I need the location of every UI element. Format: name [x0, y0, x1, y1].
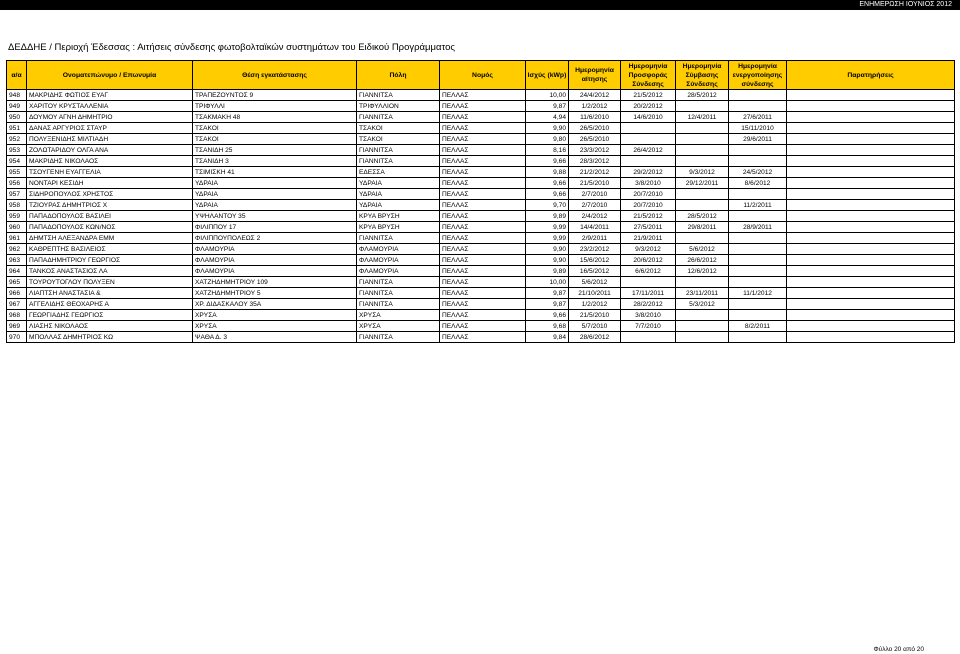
table-cell: 26/5/2010: [569, 134, 621, 145]
table-cell: 21/10/2011: [569, 288, 621, 299]
table-cell: ΠΕΛΛΑΣ: [440, 288, 526, 299]
table-cell: [729, 255, 787, 266]
table-cell: ΖΟΛΩΤΑΡΙΔΟΥ ΟΛΓΑ ΑΝΑ: [27, 145, 193, 156]
table-cell: [787, 167, 955, 178]
table-cell: 954: [7, 156, 27, 167]
table-cell: ΧΑΤΖΗΔΗΜΗΤΡΙΟΥ 5: [193, 288, 357, 299]
table-cell: 23/3/2012: [569, 145, 621, 156]
table-row: [7, 200, 955, 211]
table-cell: 2/9/2011: [569, 233, 621, 244]
table-row: [7, 90, 955, 101]
table-cell: ΠΕΛΛΑΣ: [440, 189, 526, 200]
table-cell: ΠΑΠΑΔΟΠΟΥΛΟΣ ΒΑΣΙΛΕΙ: [27, 211, 193, 222]
table-cell: ΠΕΛΛΑΣ: [440, 310, 526, 321]
table-cell: ΠΕΛΛΑΣ: [440, 178, 526, 189]
table-cell: 11/6/2010: [569, 112, 621, 123]
table-cell: 950: [7, 112, 27, 123]
table-cell: ΠΕΛΛΑΣ: [440, 90, 526, 101]
table-cell: [729, 156, 787, 167]
table-cell: 27/6/2011: [729, 112, 787, 123]
table-cell: 28/2/2012: [621, 299, 676, 310]
table-cell: [621, 123, 676, 134]
table-cell: [621, 134, 676, 145]
table-cell: ΠΕΛΛΑΣ: [440, 266, 526, 277]
table-cell: 967: [7, 299, 27, 310]
table-cell: ΠΕΛΛΑΣ: [440, 123, 526, 134]
table-cell: [729, 299, 787, 310]
table-cell: 958: [7, 200, 27, 211]
table-cell: [787, 299, 955, 310]
table-cell: ΥΔΡΑΙΑ: [357, 189, 440, 200]
table-cell: 9,89: [526, 266, 569, 277]
table-row: [7, 288, 955, 299]
table-cell: ΥΔΡΑΙΑ: [193, 189, 357, 200]
table-cell: 8/2/2011: [729, 321, 787, 332]
table-cell: ΦΙΛΙΠΠΟΥΠΟΛΕΩΣ 2: [193, 233, 357, 244]
table-cell: [787, 112, 955, 123]
table-row: [7, 222, 955, 233]
table-cell: [676, 310, 729, 321]
table-cell: ΤΖΙΟΥΡΑΣ ΔΗΜΗΤΡΙΟΣ Χ: [27, 200, 193, 211]
table-cell: 14/4/2011: [569, 222, 621, 233]
table-cell: 8,16: [526, 145, 569, 156]
table-cell: [787, 134, 955, 145]
table-header-row: [7, 61, 955, 90]
table-cell: [787, 90, 955, 101]
table-cell: 953: [7, 145, 27, 156]
table-cell: ΠΕΛΛΑΣ: [440, 233, 526, 244]
table-cell: 12/4/2011: [676, 112, 729, 123]
table-cell: ΑΓΓΕΛΙΔΗΣ ΘΕΟΧΑΡΗΣ Α: [27, 299, 193, 310]
table-row: [7, 156, 955, 167]
table-cell: 14/6/2010: [621, 112, 676, 123]
table-cell: 29/6/2011: [729, 134, 787, 145]
table-cell: 21/5/2012: [621, 90, 676, 101]
table-cell: ΓΙΑΝΝΙΤΣΑ: [357, 332, 440, 343]
table-cell: ΥΔΡΑΙΑ: [357, 200, 440, 211]
table-cell: 28/6/2012: [569, 332, 621, 343]
table-cell: 2/7/2010: [569, 189, 621, 200]
table-cell: [787, 200, 955, 211]
table-cell: ΤΟΥΡΟΥΤΟΓΛΟΥ ΠΟΛΥΞΕΝ: [27, 277, 193, 288]
table-cell: ΓΙΑΝΝΙΤΣΑ: [357, 288, 440, 299]
table-cell: 9,80: [526, 134, 569, 145]
table-cell: ΧΡΥΣΑ: [357, 321, 440, 332]
table-cell: 949: [7, 101, 27, 112]
table-cell: ΔΑΝΑΣ ΑΡΓΥΡΙΟΣ ΣΤΑΥΡ: [27, 123, 193, 134]
table-row: [7, 310, 955, 321]
table-cell: [676, 233, 729, 244]
table-cell: ΠΕΛΛΑΣ: [440, 211, 526, 222]
table-cell: 9,99: [526, 233, 569, 244]
table-cell: 10,00: [526, 90, 569, 101]
table-cell: 948: [7, 90, 27, 101]
table-cell: 9,66: [526, 178, 569, 189]
table-cell: 20/2/2012: [621, 101, 676, 112]
table-cell: [729, 332, 787, 343]
table-cell: 9,70: [526, 200, 569, 211]
column-header: Πόλη: [357, 61, 440, 90]
table-cell: 9,66: [526, 189, 569, 200]
table-cell: [729, 244, 787, 255]
table-cell: [729, 90, 787, 101]
table-cell: 3/8/2010: [621, 310, 676, 321]
table-cell: 29/12/2011: [676, 178, 729, 189]
table-cell: ΤΣΑΝΙΔΗ 25: [193, 145, 357, 156]
table-cell: ΕΔΕΣΣΑ: [357, 167, 440, 178]
table-row: [7, 266, 955, 277]
table-cell: 952: [7, 134, 27, 145]
page-title: ΔΕΔΔΗΕ / Περιοχή Έδεσσας : Αιτήσεις σύνδεσης φωτοβολταϊκών συστημάτων του Ειδικού Προγράμματος: [8, 42, 455, 53]
table-cell: 9,89: [526, 211, 569, 222]
table-cell: ΓΙΑΝΝΙΤΣΑ: [357, 233, 440, 244]
table-cell: ΦΛΑΜΟΥΡΙΑ: [357, 266, 440, 277]
table-cell: 27/5/2011: [621, 222, 676, 233]
column-header: Ισχύς (kWp): [526, 61, 569, 90]
table-cell: 6/6/2012: [621, 266, 676, 277]
table-cell: 9,87: [526, 288, 569, 299]
table-cell: 4,94: [526, 112, 569, 123]
table-cell: ΥΔΡΑΙΑ: [193, 178, 357, 189]
table-cell: [787, 189, 955, 200]
table-cell: ΤΡΑΠΕΖΟΥΝΤΟΣ 9: [193, 90, 357, 101]
table-cell: 24/5/2012: [729, 167, 787, 178]
table-cell: [621, 332, 676, 343]
table-cell: [729, 211, 787, 222]
table-cell: [787, 101, 955, 112]
table-row: [7, 134, 955, 145]
table-cell: 965: [7, 277, 27, 288]
table-cell: [729, 233, 787, 244]
table-cell: ΠΕΛΛΑΣ: [440, 255, 526, 266]
table-row: [7, 277, 955, 288]
table-cell: 11/1/2012: [729, 288, 787, 299]
table-cell: 5/3/2012: [676, 299, 729, 310]
table-cell: 9/3/2012: [621, 244, 676, 255]
table-cell: [787, 332, 955, 343]
column-header: Παρατηρήσεις: [787, 61, 955, 90]
table-row: [7, 211, 955, 222]
table-row: [7, 255, 955, 266]
table-cell: [787, 222, 955, 233]
table-cell: [729, 266, 787, 277]
table-cell: ΔΟΥΜΟΥ ΑΓΝΗ ΔΗΜΗΤΡΙΟ: [27, 112, 193, 123]
table-cell: 28/5/2012: [676, 90, 729, 101]
table-cell: ΠΟΛΥΞΕΝΙΔΗΣ ΜΙΛΤΙΑΔΗ: [27, 134, 193, 145]
table-cell: 9/3/2012: [676, 167, 729, 178]
table-cell: ΠΕΛΛΑΣ: [440, 222, 526, 233]
table-cell: 2/4/2012: [569, 211, 621, 222]
table-cell: ΧΡ. ΔΙΔΑΣΚΑΛΟΥ 35Α: [193, 299, 357, 310]
table-row: [7, 244, 955, 255]
table-cell: 5/6/2012: [569, 277, 621, 288]
table-cell: ΥΨΗΛΑΝΤΟΥ 35: [193, 211, 357, 222]
table-cell: [787, 288, 955, 299]
table-cell: [621, 277, 676, 288]
table-cell: [729, 277, 787, 288]
table-cell: [787, 266, 955, 277]
table-cell: [676, 321, 729, 332]
table-cell: ΓΙΑΝΝΙΤΣΑ: [357, 145, 440, 156]
table-row: [7, 112, 955, 123]
table-cell: 9,84: [526, 332, 569, 343]
table-cell: 23/11/2011: [676, 288, 729, 299]
table-cell: ΠΕΛΛΑΣ: [440, 277, 526, 288]
table-cell: ΤΑΝΚΟΣ ΑΝΑΣΤΑΣΙΟΣ ΛΑ: [27, 266, 193, 277]
update-label: ΕΝΗΜΕΡΩΣΗ ΙΟΥΝΙΟΣ 2012: [859, 1, 952, 8]
table-cell: ΥΔΡΑΙΑ: [357, 178, 440, 189]
table-cell: ΦΛΑΜΟΥΡΙΑ: [193, 255, 357, 266]
table-row: [7, 145, 955, 156]
table-cell: ΓΕΩΡΓΙΑΔΗΣ ΓΕΩΡΓΙΟΣ: [27, 310, 193, 321]
table-cell: 29/2/2012: [621, 167, 676, 178]
table-cell: 15/11/2010: [729, 123, 787, 134]
table-cell: 5/7/2010: [569, 321, 621, 332]
table-cell: ΧΑΤΖΗΔΗΜΗΤΡΙΟΥ 109: [193, 277, 357, 288]
table-row: [7, 332, 955, 343]
table-cell: ΚΡΥΑ ΒΡΥΣΗ: [357, 222, 440, 233]
table-cell: 16/5/2012: [569, 266, 621, 277]
table-cell: ΓΙΑΝΝΙΤΣΑ: [357, 156, 440, 167]
table-cell: ΠΑΠΑΔΗΜΗΤΡΙΟΥ ΓΕΩΡΓΙΟΣ: [27, 255, 193, 266]
table-cell: 969: [7, 321, 27, 332]
table-cell: ΧΡΥΣΑ: [357, 310, 440, 321]
table-cell: ΤΣΙΜΙΣΚΗ 41: [193, 167, 357, 178]
table-row: [7, 189, 955, 200]
table-cell: 24/4/2012: [569, 90, 621, 101]
table-cell: 963: [7, 255, 27, 266]
table-cell: ΠΕΛΛΑΣ: [440, 134, 526, 145]
table-cell: 9,90: [526, 123, 569, 134]
table-cell: 9,66: [526, 156, 569, 167]
table-cell: ΓΙΑΝΝΙΤΣΑ: [357, 299, 440, 310]
column-header: Ονοματεπώνυμο / Επωνυμία: [27, 61, 193, 90]
column-header: Ημερομηνία Σύμβασης Σύνδεσης: [676, 61, 729, 90]
table-cell: 17/11/2011: [621, 288, 676, 299]
table-cell: ΤΣΑΚΟΙ: [357, 134, 440, 145]
table-cell: [729, 145, 787, 156]
table-cell: 29/8/2011: [676, 222, 729, 233]
table-cell: ΣΙΔΗΡΟΠΟΥΛΟΣ ΧΡΗΣΤΟΣ: [27, 189, 193, 200]
table-cell: ΤΣΟΥΓΕΝΗ ΕΥΑΓΓΕΛΙΑ: [27, 167, 193, 178]
table-cell: ΓΙΑΝΝΙΤΣΑ: [357, 277, 440, 288]
column-header: Ημερομηνία Προσφοράς Σύνδεσης: [621, 61, 676, 90]
table-cell: [787, 123, 955, 134]
table-cell: ΠΕΛΛΑΣ: [440, 321, 526, 332]
table-cell: [676, 277, 729, 288]
table-cell: 970: [7, 332, 27, 343]
table-cell: 962: [7, 244, 27, 255]
table-cell: [787, 156, 955, 167]
table-cell: 10,00: [526, 277, 569, 288]
table-cell: ΠΕΛΛΑΣ: [440, 156, 526, 167]
table-cell: ΠΕΛΛΑΣ: [440, 332, 526, 343]
table-cell: [621, 156, 676, 167]
table-cell: [787, 310, 955, 321]
table-cell: 1/2/2012: [569, 101, 621, 112]
table-cell: 28/5/2012: [676, 211, 729, 222]
table-cell: 9,90: [526, 255, 569, 266]
table-row: [7, 299, 955, 310]
table-cell: 15/6/2012: [569, 255, 621, 266]
table-cell: ΤΡΙΦΥΛΛΙ: [193, 101, 357, 112]
table-cell: [729, 310, 787, 321]
table-cell: 956: [7, 178, 27, 189]
table-cell: 23/2/2012: [569, 244, 621, 255]
table-cell: 28/9/2011: [729, 222, 787, 233]
table-cell: 5/6/2012: [676, 244, 729, 255]
table-cell: ΦΛΑΜΟΥΡΙΑ: [357, 255, 440, 266]
table-cell: [787, 145, 955, 156]
table-cell: [787, 233, 955, 244]
table-cell: 21/2/2012: [569, 167, 621, 178]
table-cell: [676, 332, 729, 343]
table-cell: 21/5/2010: [569, 178, 621, 189]
table-row: [7, 123, 955, 134]
table-cell: 959: [7, 211, 27, 222]
table-body: [7, 90, 955, 343]
table-cell: [787, 244, 955, 255]
table-cell: ΠΕΛΛΑΣ: [440, 101, 526, 112]
table-row: [7, 101, 955, 112]
table-cell: ΦΙΛΙΠΠΟΥ 17: [193, 222, 357, 233]
table-cell: ΤΣΑΚΟΙ: [193, 123, 357, 134]
column-header: α/α: [7, 61, 27, 90]
table-cell: ΦΛΑΜΟΥΡΙΑ: [193, 266, 357, 277]
table-cell: ΤΡΙΦΥΛΛΙΟΝ: [357, 101, 440, 112]
table-cell: [676, 134, 729, 145]
table-cell: 21/9/2011: [621, 233, 676, 244]
table-cell: [787, 178, 955, 189]
table-cell: ΓΙΑΝΝΙΤΣΑ: [357, 112, 440, 123]
table-cell: ΧΑΡΙΤΟΥ ΚΡΥΣΤΑΛΛΕΝΙΑ: [27, 101, 193, 112]
table-cell: ΜΠΟΛΛΑΣ ΔΗΜΗΤΡΙΟΣ ΚΩ: [27, 332, 193, 343]
table-cell: 28/3/2012: [569, 156, 621, 167]
applications-table: [6, 60, 955, 343]
table-cell: 955: [7, 167, 27, 178]
table-cell: [787, 211, 955, 222]
column-header: Θέση εγκατάστασης: [193, 61, 357, 90]
table-cell: ΦΛΑΜΟΥΡΙΑ: [193, 244, 357, 255]
table-cell: 8/6/2012: [729, 178, 787, 189]
table-cell: ΠΕΛΛΑΣ: [440, 244, 526, 255]
top-bar: [0, 0, 960, 10]
table-cell: [787, 321, 955, 332]
table-row: [7, 178, 955, 189]
table-cell: 9,88: [526, 167, 569, 178]
column-header: Ημερομηνία αίτησης: [569, 61, 621, 90]
table-cell: ΤΣΑΝΙΔΗ 3: [193, 156, 357, 167]
table-cell: 961: [7, 233, 27, 244]
table-cell: 2/7/2010: [569, 200, 621, 211]
table-cell: ΛΙΑΠΤΣΗ ΑΝΑΣΤΑΣΙΑ &: [27, 288, 193, 299]
table-cell: 960: [7, 222, 27, 233]
table-cell: 9,99: [526, 222, 569, 233]
page-number: Φύλλο 20 από 20: [873, 646, 924, 653]
table-cell: 12/6/2012: [676, 266, 729, 277]
table-cell: 3/8/2010: [621, 178, 676, 189]
table-cell: 964: [7, 266, 27, 277]
applications-table-container: [6, 60, 954, 343]
table-cell: ΠΑΠΑΔΟΠΟΥΛΟΣ ΚΩΝ/ΝΟΣ: [27, 222, 193, 233]
table-cell: ΠΕΛΛΑΣ: [440, 145, 526, 156]
table-cell: 9,68: [526, 321, 569, 332]
table-cell: ΠΕΛΛΑΣ: [440, 200, 526, 211]
table-cell: 9,66: [526, 310, 569, 321]
table-cell: 21/5/2010: [569, 310, 621, 321]
table-cell: 20/6/2012: [621, 255, 676, 266]
table-cell: 21/5/2012: [621, 211, 676, 222]
table-cell: [729, 101, 787, 112]
table-cell: 20/7/2010: [621, 200, 676, 211]
table-cell: 966: [7, 288, 27, 299]
table-cell: ΠΕΛΛΑΣ: [440, 167, 526, 178]
table-cell: ΤΣΑΚΟΙ: [193, 134, 357, 145]
table-cell: ΔΗΜΤΣΗ ΑΛΕΞΑΝΔΡΑ ΕΜΜ: [27, 233, 193, 244]
table-cell: ΛΙΑΣΗΣ ΝΙΚΟΛΑΟΣ: [27, 321, 193, 332]
table-cell: 968: [7, 310, 27, 321]
table-cell: ΚΡΥΑ ΒΡΥΣΗ: [357, 211, 440, 222]
column-header: Νομός: [440, 61, 526, 90]
table-cell: ΨΑΘΑ Δ. 3: [193, 332, 357, 343]
table-cell: 11/2/2011: [729, 200, 787, 211]
table-cell: ΝΟΝΤΑΡΙ ΚΕΣΙΔΗ: [27, 178, 193, 189]
table-row: [7, 233, 955, 244]
table-cell: [729, 189, 787, 200]
table-cell: 26/4/2012: [621, 145, 676, 156]
table-cell: ΤΣΑΚΜΑΚΗ 48: [193, 112, 357, 123]
table-cell: [787, 277, 955, 288]
table-cell: ΥΔΡΑΙΑ: [193, 200, 357, 211]
table-row: [7, 167, 955, 178]
table-cell: ΧΡΥΣΑ: [193, 310, 357, 321]
table-cell: ΦΛΑΜΟΥΡΙΑ: [357, 244, 440, 255]
table-row: [7, 321, 955, 332]
table-cell: 957: [7, 189, 27, 200]
table-cell: ΧΡΥΣΑ: [193, 321, 357, 332]
table-cell: [787, 255, 955, 266]
table-cell: ΜΑΚΡΙΔΗΣ ΝΙΚΟΛΑΟΣ: [27, 156, 193, 167]
table-cell: [676, 101, 729, 112]
table-cell: ΠΕΛΛΑΣ: [440, 112, 526, 123]
table-cell: ΤΣΑΚΟΙ: [357, 123, 440, 134]
table-cell: ΠΕΛΛΑΣ: [440, 299, 526, 310]
table-cell: 1/2/2012: [569, 299, 621, 310]
table-cell: [676, 189, 729, 200]
table-cell: 26/6/2012: [676, 255, 729, 266]
table-cell: 26/5/2010: [569, 123, 621, 134]
table-cell: 9,87: [526, 101, 569, 112]
table-cell: ΚΑΘΡΕΠΤΗΣ ΒΑΣΙΛΕΙΟΣ: [27, 244, 193, 255]
table-cell: 7/7/2010: [621, 321, 676, 332]
table-cell: ΜΑΚΡΙΔΗΣ ΦΩΤΙΟΣ ΕΥΑΓ: [27, 90, 193, 101]
table-cell: 9,87: [526, 299, 569, 310]
table-cell: 20/7/2010: [621, 189, 676, 200]
table-cell: [676, 145, 729, 156]
table-cell: [676, 156, 729, 167]
table-cell: ΓΙΑΝΝΙΤΣΑ: [357, 90, 440, 101]
table-cell: 951: [7, 123, 27, 134]
table-cell: [676, 200, 729, 211]
column-header: Ημερομηνία ενεργοποίησης σύνδεσης: [729, 61, 787, 90]
table-cell: [676, 123, 729, 134]
table-cell: 9,90: [526, 244, 569, 255]
